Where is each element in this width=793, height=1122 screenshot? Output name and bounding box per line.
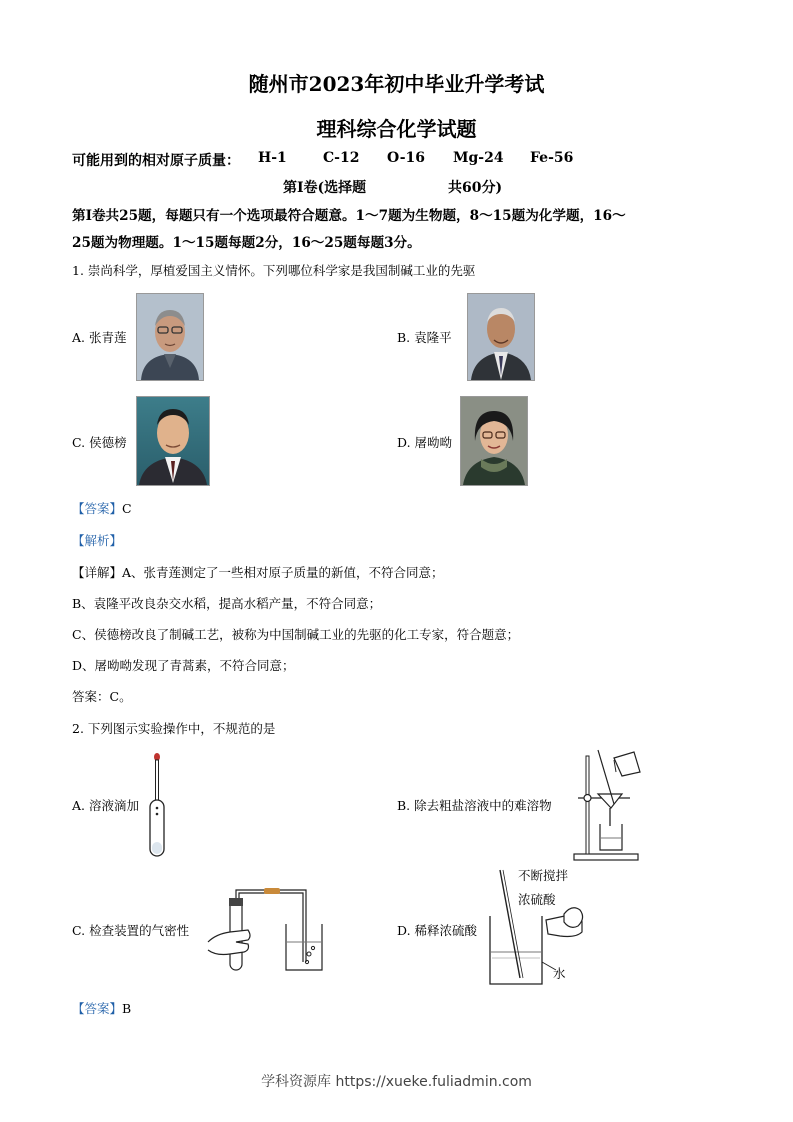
q1-option-b[interactable]: B. 袁隆平 (397, 330, 452, 345)
q2-option-d[interactable]: D. 稀释浓硫酸 (397, 923, 478, 938)
atomic-mass-mg: Mg-24 (453, 150, 504, 166)
page-title: 随州市2023年初中毕业升学考试 (248, 72, 545, 96)
q1-detail-line-3: C、侯德榜改良了制碱工艺，被称为中国制碱工业的先驱的化工专家，符合题意； (72, 627, 520, 642)
dilute-acid-figure (486, 866, 602, 990)
q1-answer (72, 499, 132, 517)
q2-option-b[interactable]: B. 除去粗盐溶液中的难溶物 (397, 798, 552, 813)
airtightness-figure (206, 884, 330, 974)
section-heading-part2: 共60分) (448, 180, 503, 196)
portrait-c-image (136, 396, 210, 486)
q2-option-a[interactable]: A. 溶液滴加 (72, 798, 139, 813)
section-heading-part1: 第Ⅰ卷(选择题 (283, 180, 367, 196)
filtration-figure (570, 746, 646, 862)
q1-detail-line-1 (72, 563, 444, 581)
atomic-mass-c: C-12 (323, 150, 360, 166)
page-subtitle: 理科综合化学试题 (316, 117, 477, 141)
q2-answer (72, 999, 131, 1017)
portrait-b-image (467, 293, 535, 381)
q1-analysis-tag: 【解析】 (72, 533, 123, 548)
portrait-a-image (136, 293, 204, 381)
q1-detail-text-1: A、张青莲测定了一些相对原子质量的新值，不符合同意； (122, 565, 444, 580)
q2-stem: 2. 下列图示实验操作中，不规范的是 (72, 721, 276, 736)
q1-detail-tag: 【详解】 (72, 565, 123, 580)
atomic-mass-h: H-1 (258, 150, 287, 166)
atomic-mass-o: O-16 (387, 150, 426, 166)
label-water: 水 (553, 966, 566, 981)
q1-detail-line-4: D、屠呦呦发现了青蒿素，不符合同意； (72, 658, 295, 673)
q1-detail-line-2: B、袁隆平改良杂交水稻，提高水稻产量，不符合同意； (72, 596, 382, 611)
q2-answer-tag: 【答案】 (72, 1001, 123, 1016)
dropper-tube-figure (144, 752, 170, 858)
q1-answer-value: C (122, 501, 132, 516)
atomic-mass-fe: Fe-56 (530, 150, 574, 166)
q1-stem: 1. 崇尚科学，厚植爱国主义情怀。下列哪位科学家是我国制碱工业的先驱 (72, 263, 476, 278)
q1-answer-tag: 【答案】 (72, 501, 123, 516)
label-conc-acid: 浓硫酸 (518, 892, 556, 907)
q1-option-a[interactable]: A. 张青莲 (72, 330, 127, 345)
q1-final-answer: 答案：C。 (72, 689, 132, 704)
label-stir: 不断搅拌 (518, 868, 569, 883)
footer-source: 学科资源库 https://xueke.fuliadmin.com (261, 1074, 532, 1090)
atomic-mass-row (72, 150, 240, 170)
section-instruction-line2: 25题为物理题。1～15题每题2分，16～25题每题3分。 (72, 235, 421, 251)
portrait-d-image (460, 396, 528, 486)
section-instruction-line1: 第Ⅰ卷共25题，每题只有一个选项最符合题意。1～7题为生物题，8～15题为化学题，16～ (72, 208, 626, 224)
atomic-mass-label: 可能用到的相对原子质量： (72, 153, 240, 169)
q2-option-c[interactable]: C. 检查装置的气密性 (72, 923, 190, 938)
q1-option-d[interactable]: D. 屠呦呦 (397, 435, 453, 450)
q1-option-c[interactable]: C. 侯德榜 (72, 435, 127, 450)
q2-answer-value: B (122, 1001, 132, 1016)
